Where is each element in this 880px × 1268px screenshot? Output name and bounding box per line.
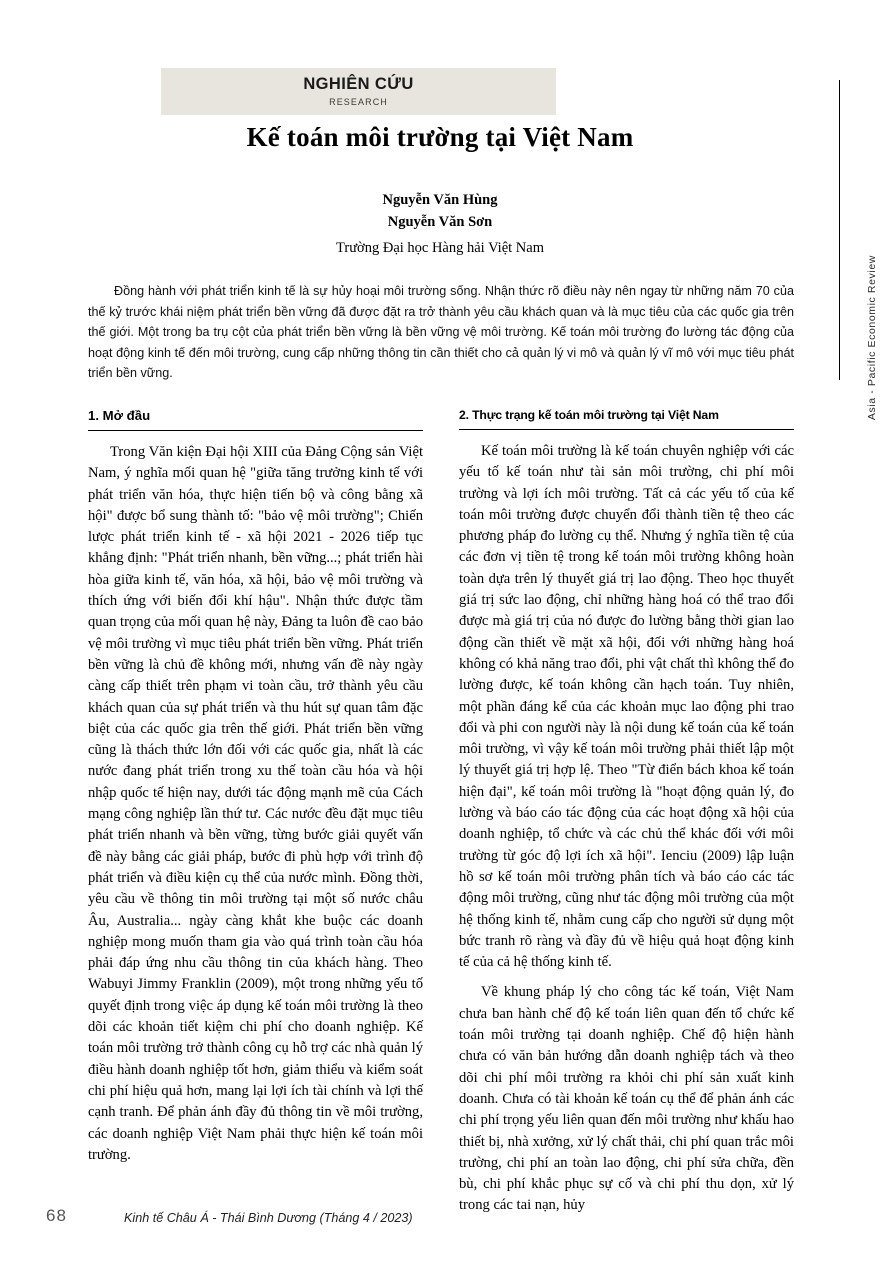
footer-divider (46, 1196, 834, 1197)
banner-title-vi: NGHIÊN CỨU (303, 75, 414, 94)
page-title: Kế toán môi trường tại Việt Nam (246, 122, 634, 152)
page-number: 68 (46, 1206, 67, 1225)
abstract-text: Đồng hành với phát triển kinh tế là sự hủy hoại môi trường sống. Nhận thức rõ điều này nên ngay từ những năm 70 của thế kỷ trước khái niệm phát triển bền vững đã được đặt ra trở thành yêu cầu khách quan và là mục tiêu của các quốc gia trên thế giới. Một trong ba trụ cột của phát triển bền vững là bền vững vệ môi trường. Kế toán môi trường đo lường tác động của hoạt động kinh tế đến môi trường, cung cấp những thông tin cần thiết cho cả quản lý vi mô và quản lý vĩ mô với mục tiêu phát triển bền vững. (88, 284, 794, 381)
paragraph: Kế toán môi trường là kế toán chuyên nghiệp với các yếu tố kế toán như tài sản môi trường, chi phí môi trường và lợi ích môi trường. Tất cả các yếu tố của kế toán môi trường được chuyển đổi thành tiền tệ theo các phương pháp đo lường cụ thể. Nhưng ý nghĩa tiền tệ của các đơn vị tiền tệ trong kế toán môi trường không hoàn toàn dựa trên lý thuyết giá trị lao động. Theo học thuyết giá trị sức lao động, chỉ những hàng hoá có thể trao đổi được mà giá trị của nó được đo lường bằng thời gian lao động cần thiết về mặt xã hội, đối với những hàng hoá không có khả năng trao đổi, phi vật chất thì không thể đo lường được, kế toán không cần hạch toán. Tuy nhiên, một phần đáng kể của các khoản mục lao động phi trao đổi và phi con người này là nội dung kế toán của kế toán môi trường, vì vậy kế toán môi trường phải thiết lập một lý thuyết giá trị hợp lệ. Theo "Từ điển bách khoa kế toán hiện đại", kế toán môi trường là "hoạt động quản lý, đo lường và báo cáo tác động của các hoạt động xã hội của doanh nghiệp, tổ chức và các chủ thể khác đối với môi trường từ góc độ lợi ích xã hội". Ienciu (2009) lập luận hồ sơ kế toán môi trường phân tích và báo cáo các tác động môi trường, cũng như tác động môi trường của một hệ thống kinh tế, nhằm cung cấp cho người sử dụng một bức tranh rõ ràng và đầy đủ về hiệu quả hoạt động kinh tế của cả hệ thống kinh tế. (459, 443, 794, 971)
author-name-2: Nguyễn Văn Sơn (387, 213, 493, 230)
column-right (459, 408, 794, 1226)
paragraph: Về khung pháp lý cho công tác kế toán, Việt Nam chưa ban hành chế độ kế toán liên quan đến tổ chức kế toán môi trường tại doanh nghiệp. Chế độ hiện hành chưa có văn bản hướng dẫn doanh nghiệp tách và theo dõi chi phí môi trường ra khỏi chi phí sản xuất kinh doanh. Chưa có tài khoản kế toán cụ thể để phản ánh các chi phí trọng yếu liên quan đến môi trường như khấu hao thiết bị, nhà xưởng, xử lý chất thải, chi phí quan trắc môi trường, chi phí an toàn lao động, chi phí sửa chữa, đền bù, chi phí khắc phục sự cố và chi phí thu dọn, xử lý trong các tai nạn, hủy (459, 984, 794, 1214)
section-heading-1: 1. Mở đầu (88, 408, 423, 431)
section-banner (161, 68, 556, 115)
author-block (0, 190, 880, 259)
footer-journal-line: Kinh tế Châu Á - Thái Bình Dương (Tháng 4 / 2023) (124, 1211, 413, 1225)
section-heading-2: 2. Thực trạng kế toán môi trường tại Việt Nam (459, 408, 794, 430)
column-left (88, 408, 423, 1226)
banner-title-en: RESEARCH (329, 96, 388, 107)
running-head-text: Asia - Pacific Economic Review (866, 255, 878, 421)
author-name-1: Nguyễn Văn Hùng (382, 192, 498, 208)
paragraph: Trong Văn kiện Đại hội XIII của Đảng Cộng sản Việt Nam, ý nghĩa mối quan hệ "giữa tăng trưởng kinh tế với phát triển văn hóa, thực hiện tiến bộ và công bằng xã hội" được bổ sung thành tố: "bảo vệ môi trường"; Chiến lược phát triển kinh tế - xã hội 2021 - 2026 tiếp tục khẳng định: "Phát triển nhanh, bền vững...; phát triển hài hòa giữa kinh tế, văn hóa, xã hội, bảo vệ môi trường và thích ứng với biến đổi khí hậu". Nhận thức được tầm quan trọng của mối quan hệ này, Đảng ta luôn đề cao bảo vệ môi trường vì mục tiêu phát triển bền vững. Phát triển bền vững là chủ đề không mới, nhưng vấn đề này ngày càng cấp thiết trên phạm vi toàn cầu, trở thành yêu cầu khách quan của sự phát triển và thu hút sự quan tâm đặc biệt của các quốc gia trên thế giới. Phát triển bền vững cũng là thách thức lớn đối với các quốc gia, nhất là các nước đang phát triển trong xu thế toàn cầu hóa và hội nhập quốc tế hiện nay, dưới tác động mạnh mẽ của Cách mạng công nghiệp lần thứ tư. Các nước đều đặt mục tiêu phát triển nhanh và bền vững, từng bước giải quyết vấn đề này bằng các giải pháp, bước đi phù hợp với trình độ phát triển và điều kiện cụ thể của nước mình. Đồng thời, yêu cầu về thông tin môi trường tại một số nước châu Âu, Australia... ngày càng khắt khe buộc các doanh nghiệp mong muốn tham gia vào quá trình toàn cầu hóa phải đáp ứng nhu cầu thông tin của khách hàng. Theo Wabuyi Jimmy Franklin (2009), một trong những yếu tố quyết định trong việc áp dụng kế toán môi trường là theo dõi các khoản tiết kiệm chi phí cho doanh nghiệp. Kế toán môi trường trở thành công cụ hỗ trợ các nhà quản lý điều hành doanh nghiệp tốt hơn, giảm thiểu và kiểm soát chi phí hiệu quả hơn, mang lại lợi ích tài chính và lợi thế cạnh tranh. Để phản ánh đầy đủ thông tin về môi trường, các doanh nghiệp Việt Nam phải thực hiện kế toán môi trường. (88, 444, 424, 1163)
body-columns (88, 408, 794, 1226)
author-affiliation: Trường Đại học Hàng hải Việt Nam (336, 239, 544, 256)
